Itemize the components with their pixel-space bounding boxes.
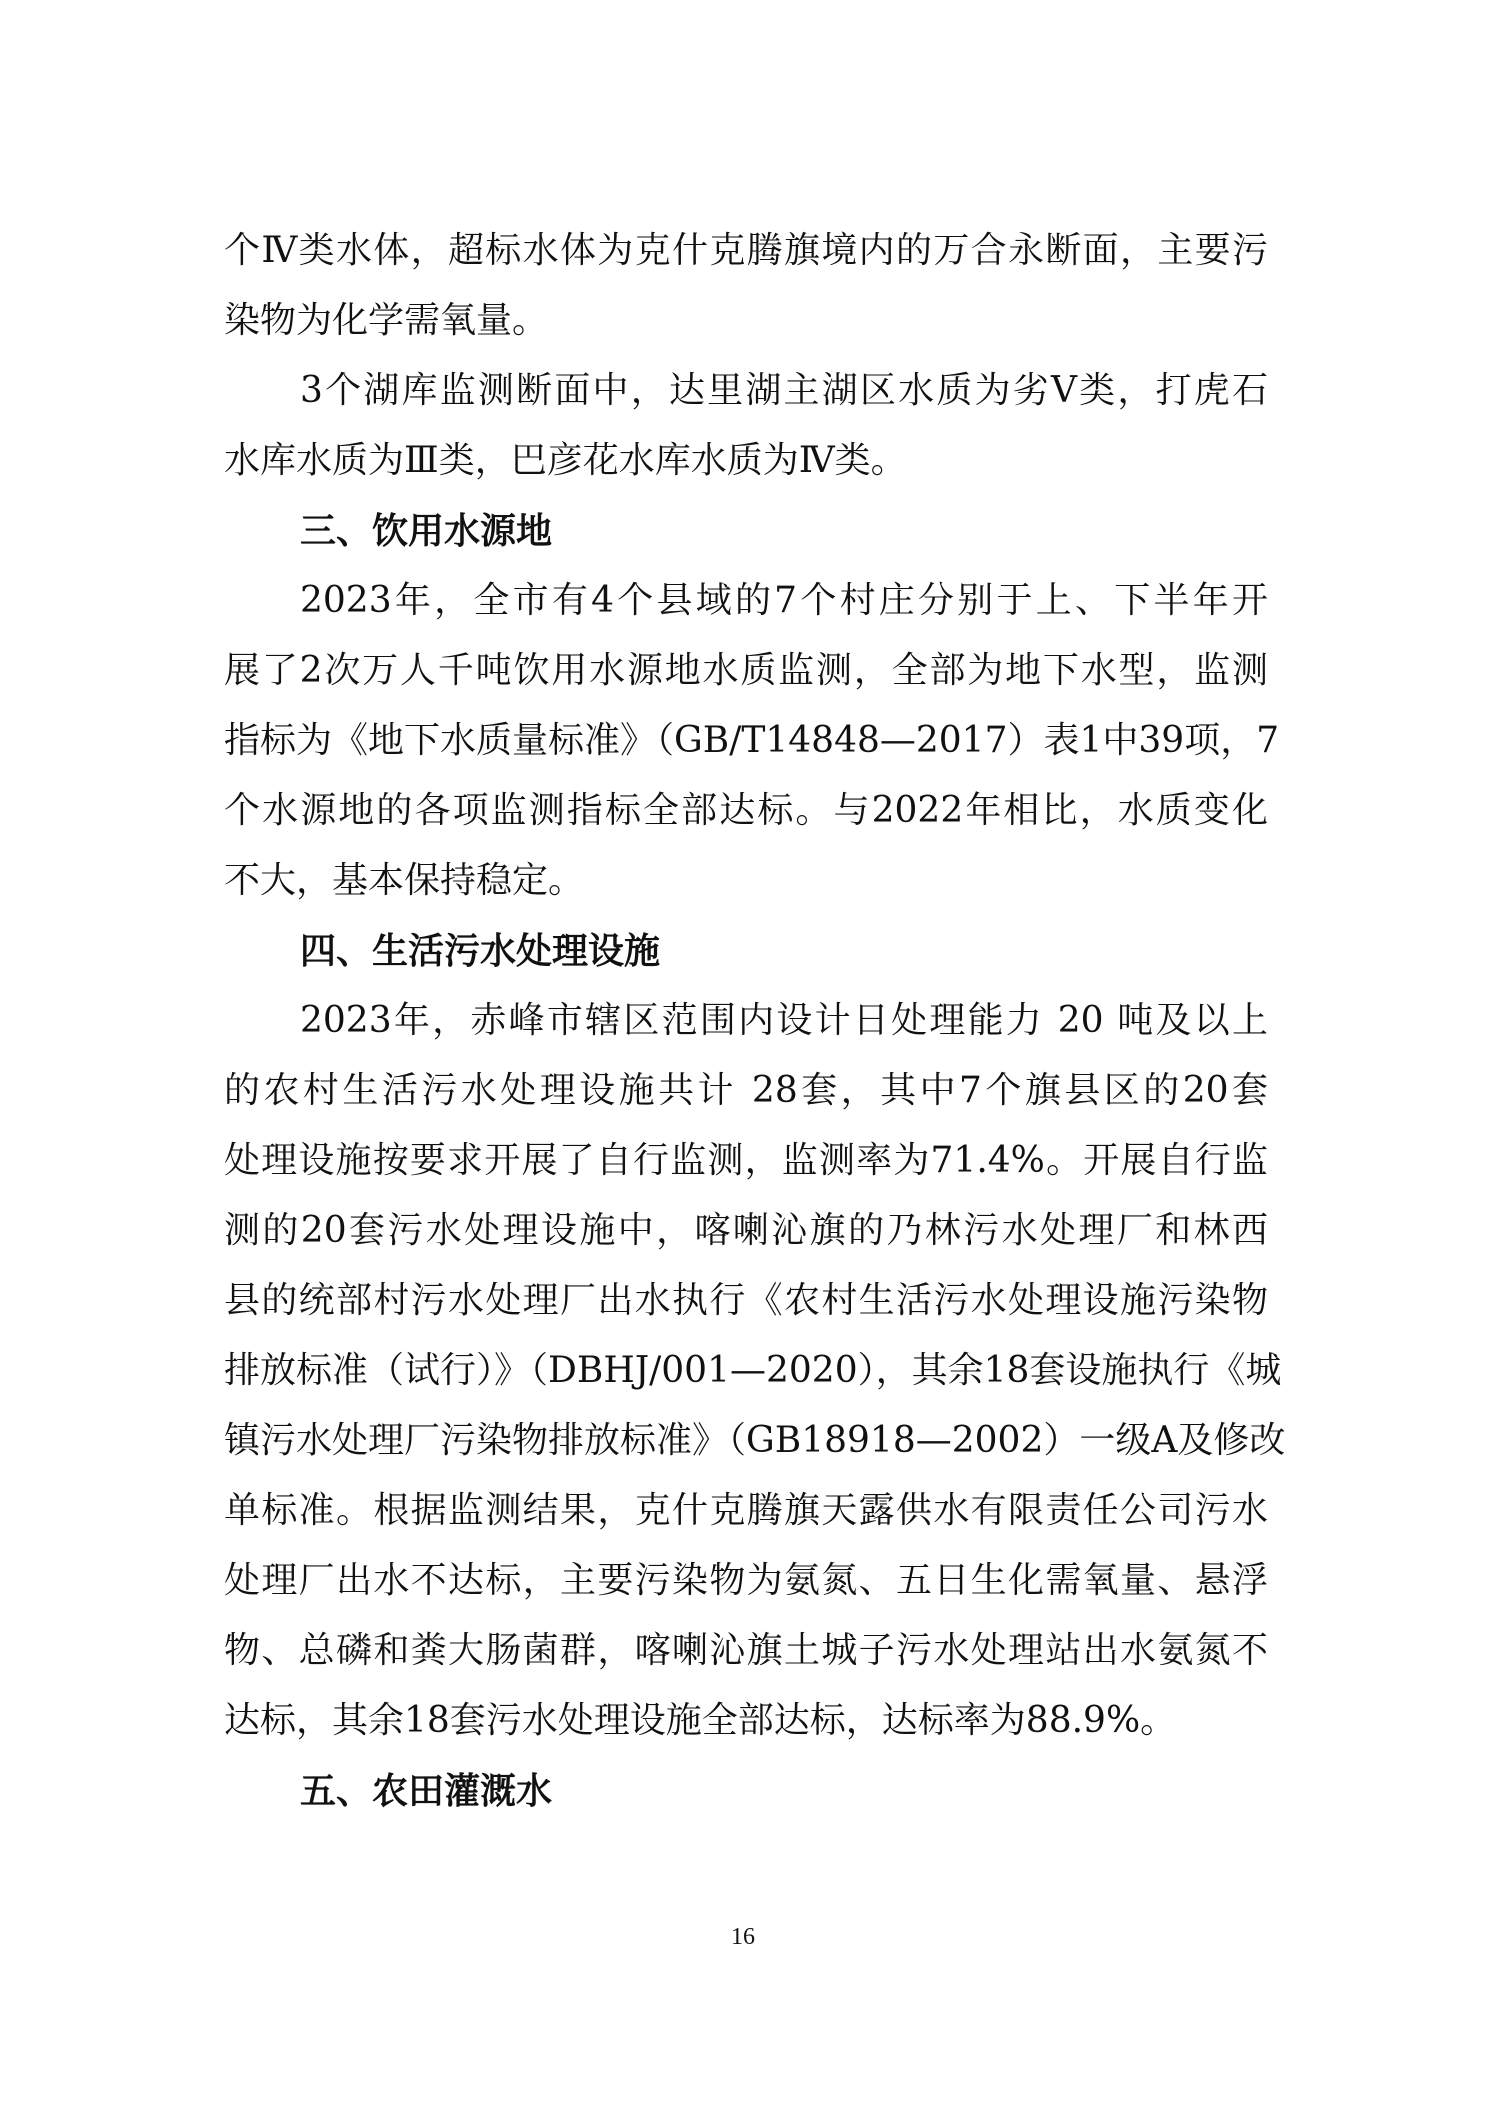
paragraph-line: 处理设施按要求开展了自行监测，监测率为71.4%。开展自行监 (224, 1140, 1268, 1181)
paragraph-line: 镇污水处理厂污染物排放标准》（GB18918—2002）一级A及修改 (224, 1420, 1286, 1461)
paragraph-line: 物、总磷和粪大肠菌群，喀喇沁旗土城子污水处理站出水氨氮不 (224, 1630, 1268, 1671)
paragraph-line: 2023年，全市有4个县域的7个村庄分别于上、下半年开 (300, 580, 1268, 621)
paragraph-line: 指标为《地下水质量标准》（GB/T14848—2017）表1中39项，7 (224, 720, 1280, 761)
section-heading: 四、生活污水处理设施 (300, 930, 661, 972)
paragraph-line: 展了2次万人千吨饮用水源地水质监测，全部为地下水型，监测 (224, 650, 1268, 691)
section-heading: 三、饮用水源地 (300, 510, 553, 552)
paragraph-line: 达标，其余18套污水处理设施全部达标，达标率为88.9%。 (224, 1700, 1177, 1741)
paragraph-line: 不大，基本保持稳定。 (224, 860, 585, 901)
paragraph-line: 染物为化学需氧量。 (224, 300, 549, 341)
paragraph-line: 个Ⅳ类水体，超标水体为克什克腾旗境内的万合永断面，主要污 (224, 230, 1268, 271)
paragraph-line: 水库水质为Ⅲ类，巴彦花水库水质为Ⅳ类。 (224, 440, 907, 481)
paragraph-line: 测的20套污水处理设施中，喀喇沁旗的乃林污水处理厂和林西 (224, 1210, 1268, 1251)
paragraph-line: 个水源地的各项监测指标全部达标。与2022年相比，水质变化 (224, 790, 1268, 831)
paragraph-line: 排放标准（试行）》（DBHJ/001—2020），其余18套设施执行《城 (224, 1350, 1282, 1391)
document-body (224, 216, 1286, 1826)
paragraph-line: 2023年，赤峰市辖区范围内设计日处理能力 20 吨及以上 (300, 1000, 1268, 1041)
paragraph-line: 县的统部村污水处理厂出水执行《农村生活污水处理设施污染物 (224, 1280, 1268, 1321)
paragraph-line: 3个湖库监测断面中，达里湖主湖区水质为劣Ⅴ类，打虎石 (300, 370, 1268, 411)
paragraph-line: 处理厂出水不达标，主要污染物为氨氮、五日生化需氧量、悬浮 (224, 1560, 1268, 1601)
section-heading: 五、农田灌溉水 (300, 1770, 553, 1812)
paragraph-line: 的农村生活污水处理设施共计 28套，其中7个旗县区的20套 (224, 1070, 1268, 1111)
paragraph-line: 单标准。根据监测结果，克什克腾旗天露供水有限责任公司污水 (224, 1490, 1268, 1531)
page-number: 16 (731, 1924, 755, 1950)
